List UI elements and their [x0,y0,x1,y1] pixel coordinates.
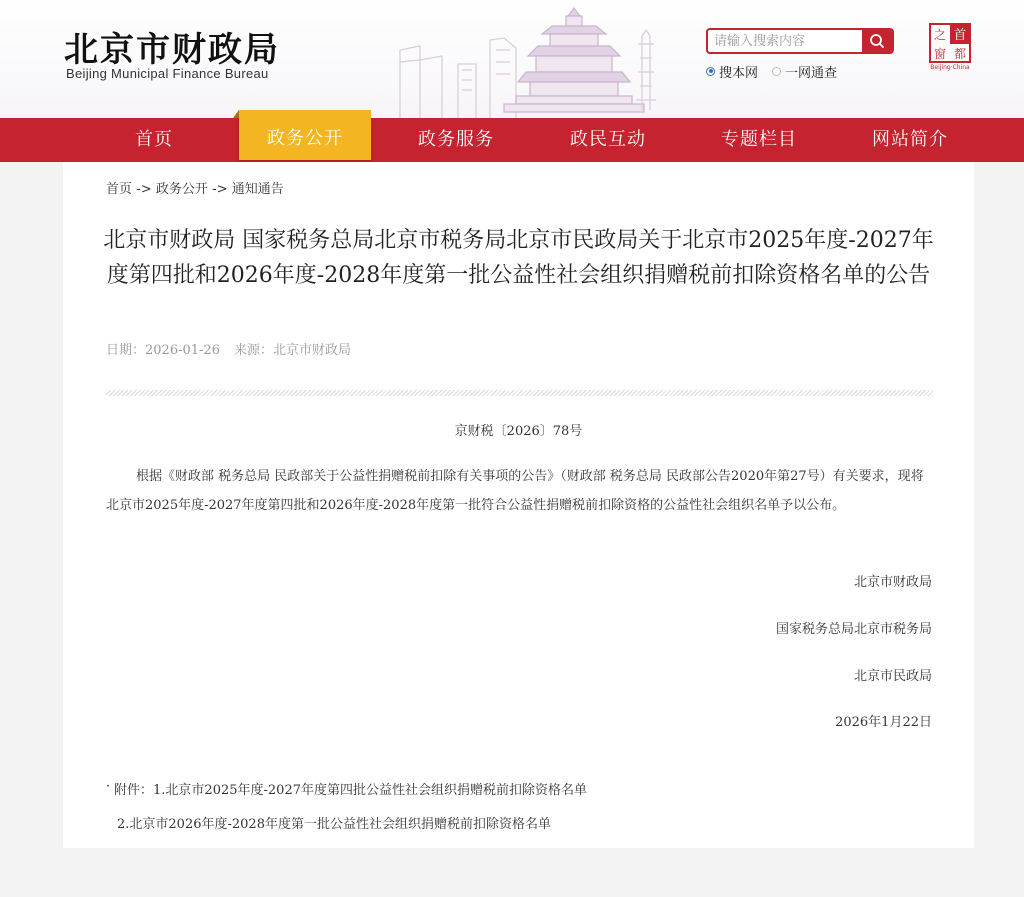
breadcrumb-separator: -> [136,182,152,197]
nav-item-site-intro[interactable]: 网站简介 [872,129,948,150]
site-title[interactable]: 北京市财政局 [64,30,280,70]
publish-date: 2026-01-26 [145,343,220,358]
nav-item-government-affairs[interactable]: 政务公开 [239,110,371,160]
radio-checked-icon [706,67,715,76]
date-label: 日期： [106,343,146,358]
main-nav [0,118,1024,162]
signatory-tax-bureau: 国家税务总局北京市税务局 [775,622,932,637]
article-source: 北京市财政局 [272,343,351,358]
capital-seal-caption: Beijing·China [930,64,970,71]
search-scope-network-label: 一网通查 [785,65,838,81]
breadcrumb [106,178,284,197]
nav-item-government-services[interactable]: 政务服务 [418,129,494,150]
breadcrumb-notices[interactable]: 通知通告 [231,182,284,197]
title-divider [106,390,933,396]
search-scope-network-radio[interactable] [772,62,837,81]
nav-item-special-topics[interactable]: 专题栏目 [721,129,797,150]
sign-date: 2026年1月22日 [835,715,932,730]
search-scope-site-label: 搜本网 [719,65,759,81]
signatory-civil-affairs-bureau: 北京市民政局 [853,669,932,684]
article-meta [106,339,351,358]
attachment-link-1[interactable] [106,779,587,798]
search-input[interactable] [708,30,864,52]
breadcrumb-separator: -> [212,182,228,197]
source-label: 来源： [233,343,273,358]
attachment-link-2[interactable]: 2.北京市2026年度-2028年度第一批公益性社会组织捐赠税前扣除资格名单 [117,817,551,832]
search-scope-options [706,62,851,80]
svg-text:之: 之 [933,28,947,42]
article-body-paragraph: 根据《财政部 税务总局 民政部关于公益性捐赠税前扣除有关事项的公告》（财政部 税务总局 民政部公告2020年第27号）有关要求，现将北京市2025年度-2027年度第四批和2026年度-2028年度第一批符合公益性捐赠税前扣除资格的公益性社会组织名单予以公布。 [106,469,924,513]
site-subtitle: Beijing Municipal Finance Bureau [66,66,269,81]
article-title: 北京市财政局 国家税务总局北京市税务局北京市民政局关于北京市2025年度-2027年度第四批和2026年度-2028年度第一批公益性社会组织捐赠税前扣除资格名单的公告 [103,227,934,288]
radio-unchecked-icon [772,67,781,76]
svg-text:窗: 窗 [933,47,947,61]
search-icon [862,30,892,52]
bullet-icon: · [106,779,111,794]
site-header [0,0,1024,118]
svg-text:首: 首 [953,28,967,43]
breadcrumb-government-affairs[interactable]: 政务公开 [155,182,208,197]
nav-item-public-interaction[interactable]: 政民互动 [570,129,646,150]
signatory-finance-bureau: 北京市财政局 [853,575,932,590]
svg-text:都: 都 [953,47,967,61]
nav-item-home[interactable]: 首页 [135,129,173,150]
attachment-1-text: 1.北京市2025年度-2027年度第四批公益性社会组织捐赠税前扣除资格名单 [153,783,587,798]
search-scope-site-radio[interactable] [706,62,758,81]
beijing-skyline-illustration [380,0,680,118]
attachments-label: 附件： [114,783,154,798]
document-number: 京财税〔2026〕78号 [454,424,583,439]
search-button[interactable] [862,30,892,52]
article-container [63,162,974,848]
search-box [706,28,894,54]
breadcrumb-home[interactable]: 首页 [106,182,133,197]
